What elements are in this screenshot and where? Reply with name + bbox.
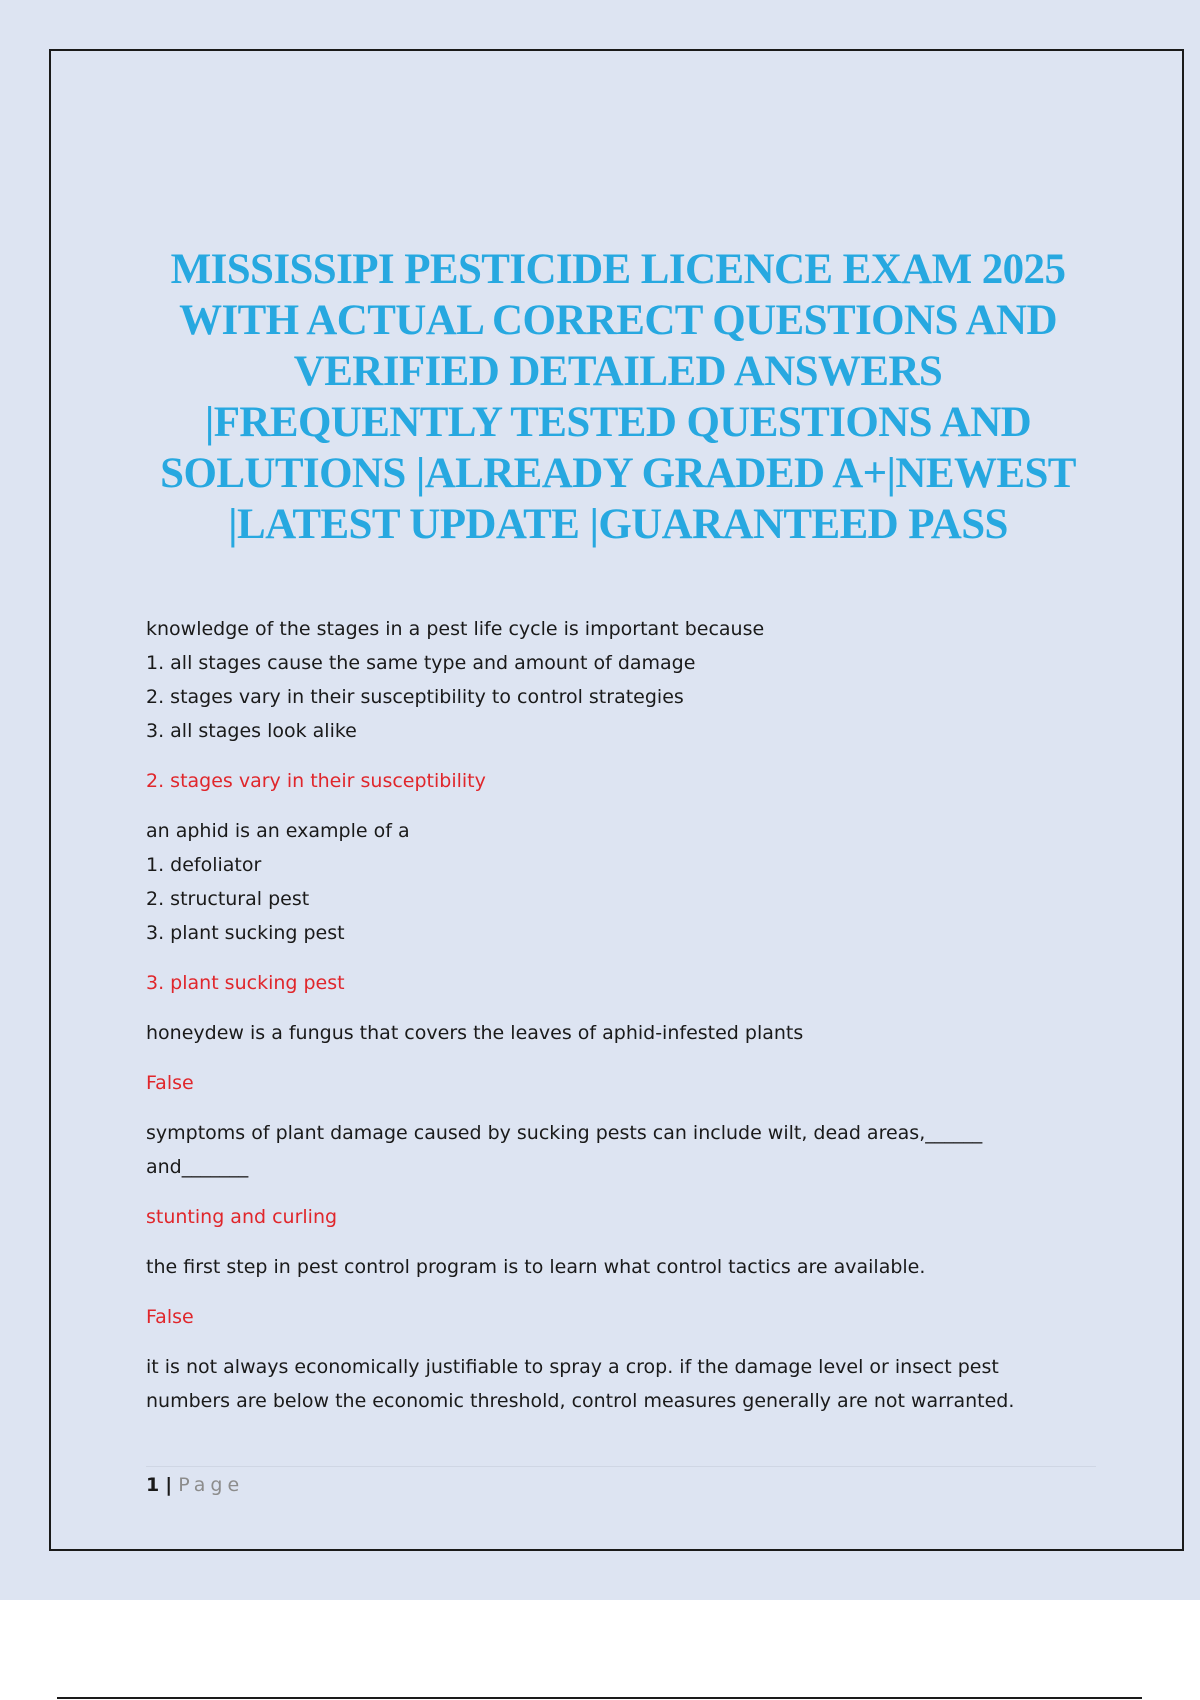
title-line: MISSISSIPI PESTICIDE LICENCE EXAM 2025 [170, 246, 1066, 293]
question-text: honeydew is a fungus that covers the leaves of aphid-infested plants [146, 1022, 804, 1044]
answer-option: 3. plant sucking pest [146, 922, 345, 944]
correct-answer: 3. plant sucking pest [146, 972, 345, 994]
title-line: |LATEST UPDATE |GUARANTEED PASS [228, 501, 1008, 548]
answer-option: 1. all stages cause the same type and amount of damage [146, 652, 696, 674]
question-text: symptoms of plant damage caused by sucking pests can include wilt, dead areas,______ [146, 1122, 983, 1144]
question-item [146, 1250, 1106, 1334]
question-text: and_______ [146, 1156, 249, 1178]
title-line: |FREQUENTLY TESTED QUESTIONS AND [204, 399, 1032, 446]
title-line: WITH ACTUAL CORRECT QUESTIONS AND [179, 297, 1057, 344]
page-number: 1 [146, 1474, 160, 1496]
question-text: an aphid is an example of a [146, 820, 410, 842]
answer-option: 2. structural pest [146, 888, 310, 910]
correct-answer: stunting and curling [146, 1206, 338, 1228]
question-text: the first step in pest control program is to learn what control tactics are available. [146, 1256, 926, 1278]
question-text: it is not always economically justifiable to spray a crop. if the damage level or insect pest [146, 1356, 999, 1378]
title-line: VERIFIED DETAILED ANSWERS [293, 348, 943, 395]
answer-option: 2. stages vary in their susceptibility to control strategies [146, 686, 684, 708]
question-item [146, 814, 1106, 1000]
footer-divider [146, 1466, 1096, 1467]
correct-answer: 2. stages vary in their susceptibility [146, 770, 486, 792]
question-item [146, 1016, 1106, 1100]
question-text: knowledge of the stages in a pest life cycle is important because [146, 618, 765, 640]
answer-option: 1. defoliator [146, 854, 262, 876]
title-line: SOLUTIONS |ALREADY GRADED A+|NEWEST [160, 450, 1076, 497]
question-item [146, 1116, 1106, 1234]
next-page-divider [57, 1697, 1142, 1699]
question-text: numbers are below the economic threshold, control measures generally are not warranted. [146, 1390, 1015, 1412]
question-list [146, 612, 1106, 1418]
answer-option: 3. all stages look alike [146, 720, 357, 742]
page-footer [146, 1470, 244, 1500]
document-title [120, 244, 1116, 550]
footer-separator: | [165, 1474, 173, 1496]
correct-answer: False [146, 1306, 194, 1328]
question-item [146, 1350, 1106, 1418]
correct-answer: False [146, 1072, 194, 1094]
question-item [146, 612, 1106, 798]
page-label: Page [178, 1474, 245, 1496]
